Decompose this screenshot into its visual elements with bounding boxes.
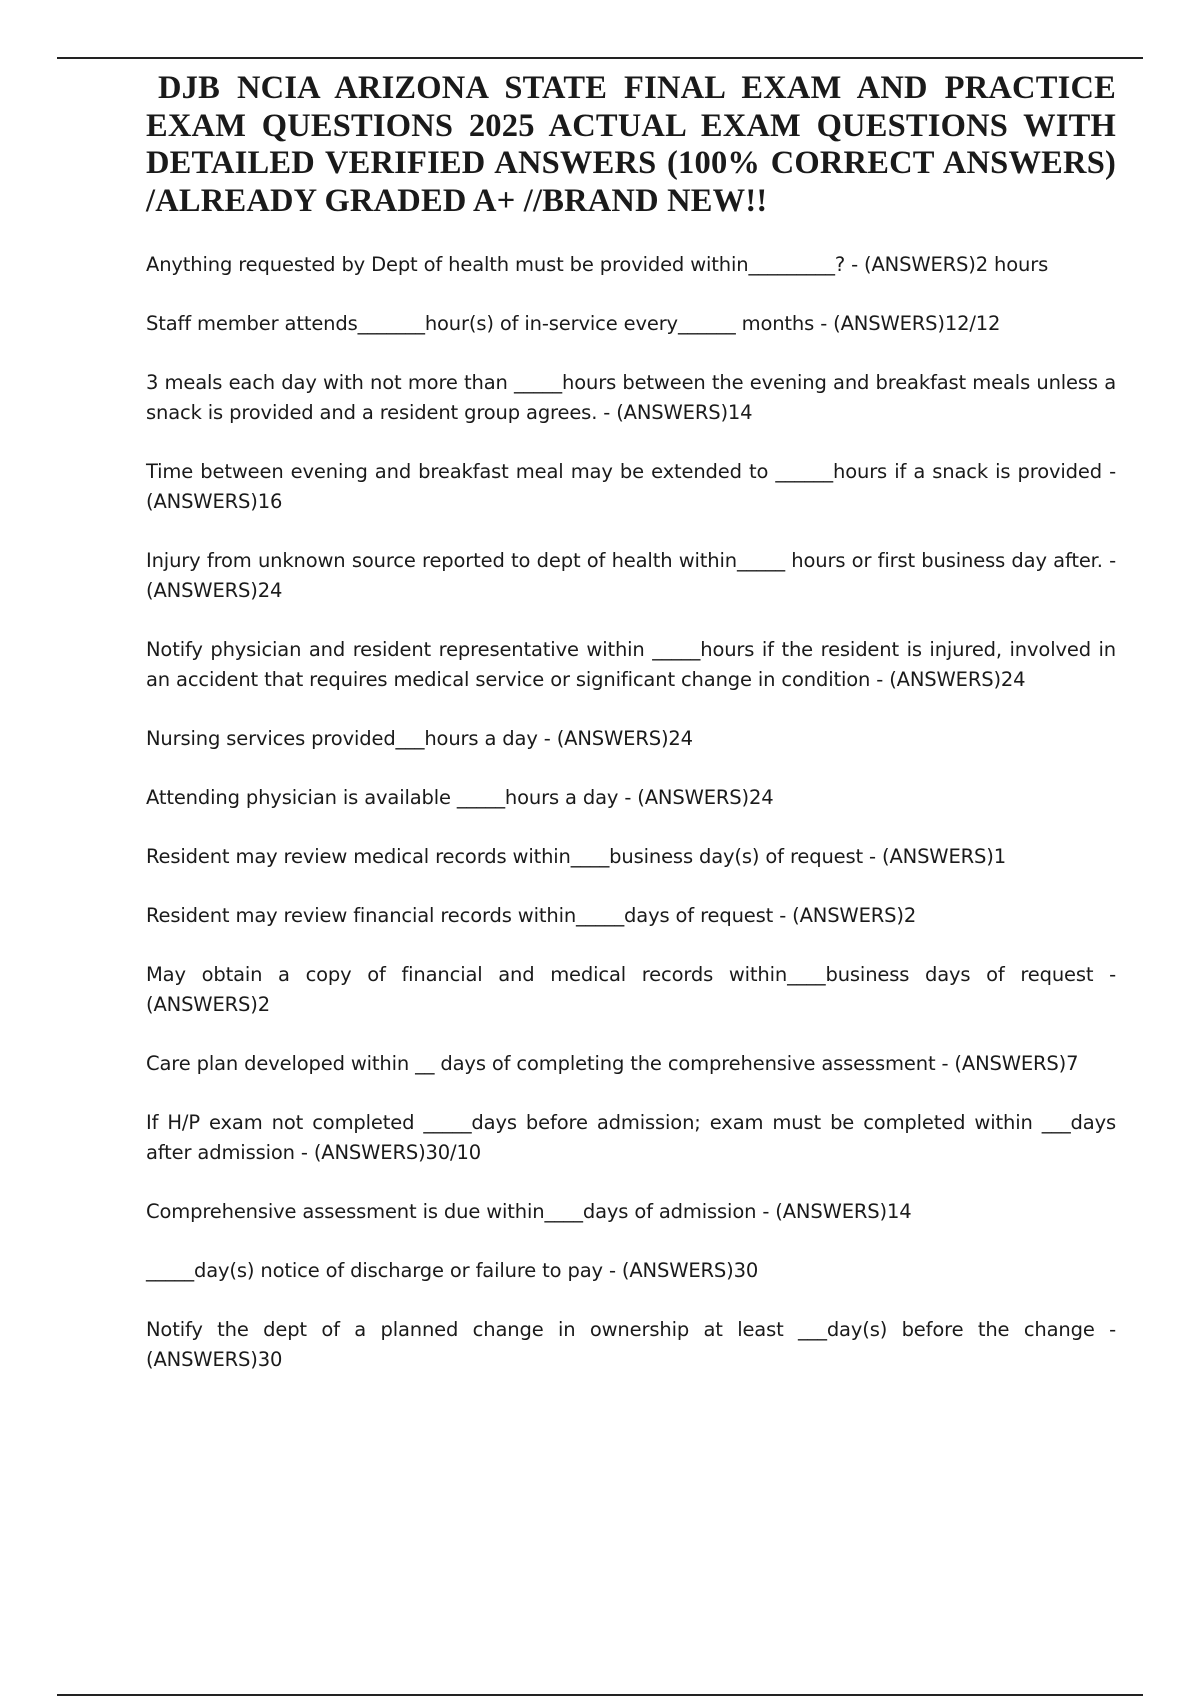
question-answer-list — [146, 250, 1116, 1375]
qa-item: Notify physician and resident representative within _____hours if the resident is injured, involved in an accident that requires medical service or significant change in condition - (ANSWERS)24 — [146, 638, 1116, 691]
qa-item: Anything requested by Dept of health must be provided within_________? - (ANSWERS)2 hours — [146, 253, 1049, 276]
qa-item: Notify the dept of a planned change in ownership at least ___day(s) before the change - (ANSWERS)30 — [146, 1318, 1116, 1371]
document-title — [146, 70, 1116, 220]
document-page — [146, 70, 1116, 1404]
qa-item: 3 meals each day with not more than _____hours between the evening and breakfast meals unless a snack is provided and a resident group agrees. - (ANSWERS)14 — [146, 371, 1116, 424]
title-line: EXAM QUESTIONS 2025 ACTUAL EXAM QUESTIONS WITH — [146, 107, 1116, 144]
title-line: /ALREADY GRADED A+ //BRAND NEW!! — [146, 182, 768, 219]
qa-item: Staff member attends_______hour(s) of in-service every______ months - (ANSWERS)12/12 — [146, 312, 1001, 335]
qa-item: Resident may review financial records within_____days of request - (ANSWERS)2 — [146, 904, 917, 927]
title-line: DJB NCIA ARIZONA STATE FINAL EXAM AND PRACTICE — [158, 70, 1116, 106]
title-line: DETAILED VERIFIED ANSWERS (100% CORRECT ANSWERS) — [146, 145, 1116, 181]
qa-item: Time between evening and breakfast meal may be extended to ______hours if a snack is provided - (ANSWERS)16 — [146, 460, 1116, 513]
qa-item: May obtain a copy of financial and medical records within____business days of request - (ANSWERS)2 — [146, 963, 1116, 1016]
qa-item: _____day(s) notice of discharge or failure to pay - (ANSWERS)30 — [146, 1259, 759, 1282]
qa-item: Resident may review medical records within____business day(s) of request - (ANSWERS)1 — [146, 845, 1006, 868]
qa-item: Comprehensive assessment is due within____days of admission - (ANSWERS)14 — [146, 1200, 912, 1223]
qa-item: Attending physician is available _____hours a day - (ANSWERS)24 — [146, 786, 774, 809]
qa-item: If H/P exam not completed _____days before admission; exam must be completed within ___days after admission - (ANSWERS)30/10 — [146, 1111, 1116, 1164]
qa-item: Care plan developed within __ days of completing the comprehensive assessment - (ANSWERS)7 — [146, 1052, 1079, 1075]
qa-item: Injury from unknown source reported to dept of health within_____ hours or first business day after. - (ANSWERS)24 — [146, 549, 1116, 602]
top-rule — [57, 57, 1143, 59]
bottom-rule — [57, 1694, 1143, 1696]
qa-item: Nursing services provided___hours a day - (ANSWERS)24 — [146, 727, 693, 750]
